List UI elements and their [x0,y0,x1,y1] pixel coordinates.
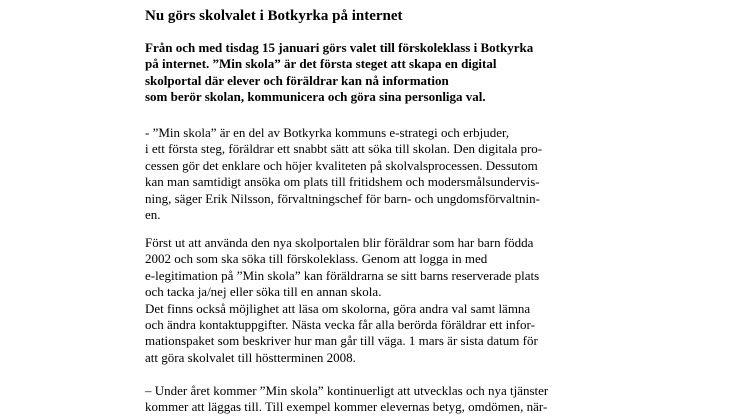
text-line: – Under året kommer ”Min skola” kontinuerligt att utvecklas och nya tjänster [145,383,549,398]
text-line: kan man samtidigt ansöka om plats till fritidshem och modersmålsundervis- [145,174,540,190]
body-paragraph-1 [145,125,542,223]
text-line: i ett första steg, föräldrar ett snabbt sätt att söka till skolan. Den digitala pro- [145,141,543,157]
text-line: Det finns också möjlighet att läsa om skolorna, göra andra val samt lämna [145,300,531,316]
text-line: Först ut att använda den nya skolportalen blir föräldrar som har barn födda [145,235,534,250]
text-line: en. [145,207,161,223]
text-line: att göra skolvalet till höstterminen 2008. [145,349,356,365]
body-paragraph-2 [145,235,539,366]
text-line: e-legitimation på ”Min skola” kan föräldrarna se sitt barns reserverade plats [145,267,540,283]
lead-line: skolportal där elever och föräldrar kan nå information [145,72,449,88]
text-line: ning, säger Erik Nilsson, förvaltningschef för barn- och ungdomsförvaltnin- [145,190,540,206]
lead-line: Från och med tisdag 15 januari görs valet till förskoleklass i Botkyrka [145,40,534,55]
article-title: Nu görs skolvalet i Botkyrka på internet [145,8,403,24]
text-line: och ändra kontaktuppgifter. Nästa vecka får alla berörda föräldrar ett infor- [145,317,535,333]
text-line: kommer att läggas till. Till exempel kommer elevernas betyg, omdömen, när- [145,399,548,415]
text-line: 2002 och som ska söka till förskoleklass. Genom att logga in med [145,251,488,267]
text-line: cessen gör det enklare och höjer kvaliteten på skolvalsprocessen. Dessutom [145,157,538,173]
lead-line: på internet. ”Min skola” är det första steget att skapa en digital [145,56,497,72]
text-line: - ”Min skola” är en del av Botkyrka kommuns e-strategi och erbjuder, [145,125,510,140]
lead-line: som berör skolan, kommunicera och göra sina personliga val. [145,88,486,104]
text-line: mationspaket som beskriver hur man går till väga. 1 mars är sista datum för [145,333,538,349]
body-paragraph-3 [145,383,548,416]
text-line: och tacka ja/nej eller söka till en annan skola. [145,284,382,300]
lead-paragraph [145,40,533,105]
